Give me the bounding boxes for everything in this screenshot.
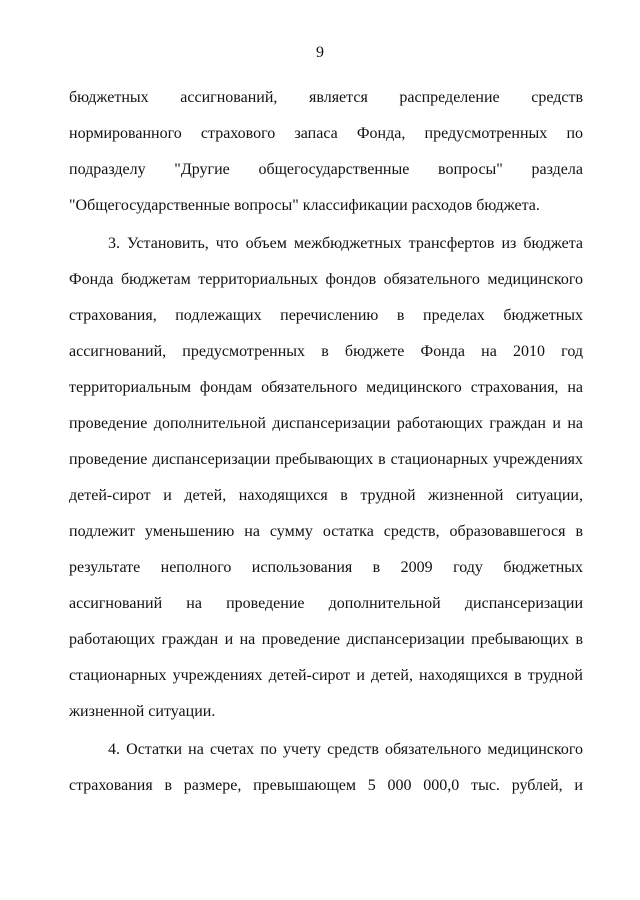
paragraph-first-line: 3. Установить, что объем межбюджетных трансфертов из бюджета <box>108 235 583 252</box>
text-line: проведение дополнительной диспансеризации работающих граждан и на <box>69 415 583 432</box>
text-line: территориальным фондам обязательного медицинского страхования, на <box>69 379 583 396</box>
page-number: 9 <box>316 44 324 61</box>
text-line: страхования, подлежащих перечислению в пределах бюджетных <box>69 307 583 324</box>
text-line: стационарных учреждениях детей-сирот и детей, находящихся в трудной <box>69 667 583 684</box>
text-line: Фонда бюджетам территориальных фондов обязательного медицинского <box>69 271 583 288</box>
text-line: результате неполного использования в 2009 году бюджетных <box>69 559 583 576</box>
text-line: "Общегосударственные вопросы" классификации расходов бюджета. <box>69 197 540 214</box>
text-line: бюджетных ассигнований, является распределение средств <box>69 89 583 106</box>
text-line: ассигнований, предусмотренных в бюджете Фонда на 2010 год <box>69 343 583 360</box>
text-line: детей-сирот и детей, находящихся в трудной жизненной ситуации, <box>69 487 583 504</box>
text-line: подразделу "Другие общегосударственные вопросы" раздела <box>69 161 583 178</box>
text-line: ассигнований на проведение дополнительной диспансеризации <box>69 595 583 612</box>
text-line: страхования в размере, превышающем 5 000 000,0 тыс. рублей, и <box>69 777 583 794</box>
paragraph-first-line: 4. Остатки на счетах по учету средств обязательного медицинского <box>108 741 583 758</box>
text-line: проведение диспансеризации пребывающих в стационарных учреждениях <box>69 451 583 468</box>
text-line: жизненной ситуации. <box>69 703 216 720</box>
text-line: работающих граждан и на проведение диспансеризации пребывающих в <box>69 631 583 648</box>
text-line: нормированного страхового запаса Фонда, предусмотренных по <box>69 125 583 142</box>
text-line: подлежит уменьшению на сумму остатка средств, образовавшегося в <box>69 523 583 540</box>
